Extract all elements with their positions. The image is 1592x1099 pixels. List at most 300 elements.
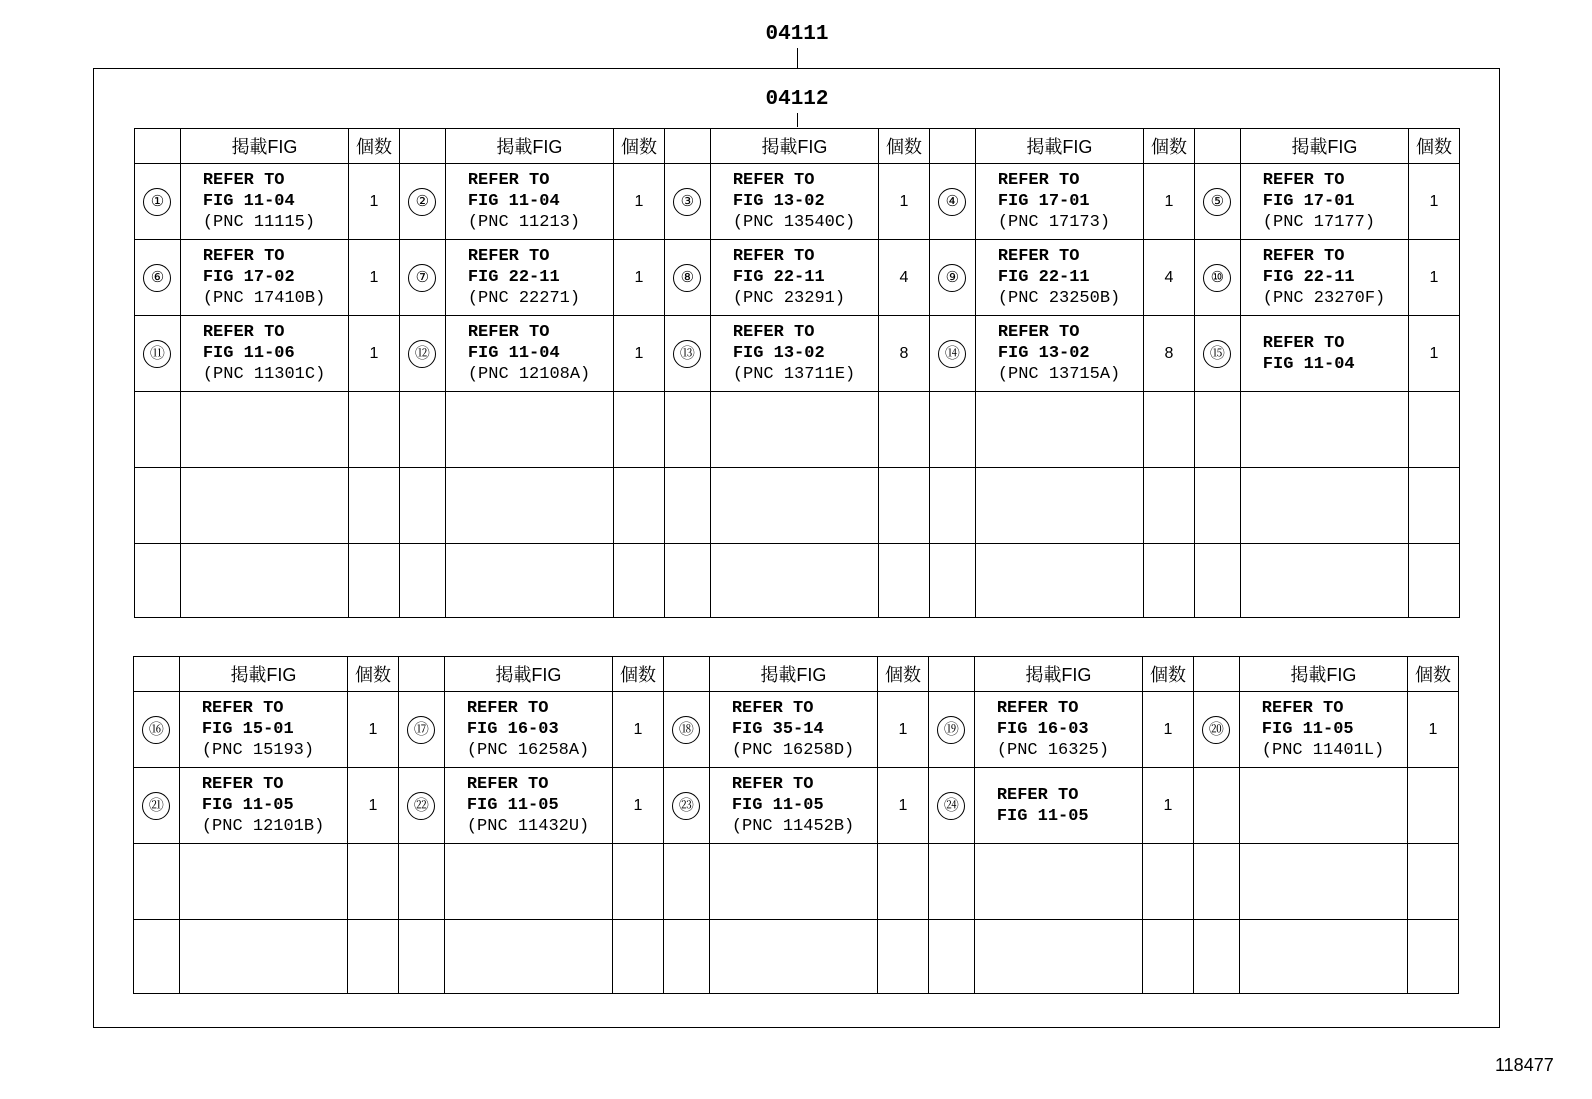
header-blank-cell bbox=[928, 657, 974, 692]
item-number-cell bbox=[134, 692, 180, 768]
item-number-cell bbox=[398, 692, 444, 768]
item-number-badge: ⑰ bbox=[407, 716, 435, 744]
quantity-cell bbox=[1143, 544, 1194, 618]
header-blank-cell bbox=[1194, 129, 1240, 164]
item-number-cell bbox=[135, 468, 181, 544]
reference-text bbox=[976, 322, 1143, 385]
header-qty-cell: 個数 bbox=[1143, 129, 1194, 164]
item-number-cell bbox=[1193, 768, 1239, 844]
table-header-row bbox=[134, 657, 1459, 692]
quantity-cell bbox=[1407, 768, 1458, 844]
reference-text bbox=[1240, 698, 1407, 761]
reference-cell bbox=[709, 920, 877, 994]
parts-table-top bbox=[134, 128, 1460, 618]
fig-line: FIG 11-05 bbox=[731, 796, 824, 815]
item-number-cell bbox=[663, 844, 709, 920]
fig-line: FIG 11-04 bbox=[202, 192, 295, 211]
reference-cell bbox=[975, 544, 1143, 618]
leader-line-outer bbox=[797, 48, 798, 68]
item-number-cell bbox=[1193, 920, 1239, 994]
refer-to-line: REFER TO bbox=[997, 171, 1080, 190]
reference-cell bbox=[179, 692, 347, 768]
item-number-badge: ⑱ bbox=[672, 716, 700, 744]
refer-to-line: REFER TO bbox=[467, 171, 550, 190]
header-blank-cell bbox=[398, 657, 444, 692]
pnc-line: (PNC 17177) bbox=[1262, 213, 1376, 232]
table-row bbox=[135, 468, 1460, 544]
table-header-row bbox=[135, 129, 1460, 164]
refer-to-line: REFER TO bbox=[997, 323, 1080, 342]
pnc-line: (PNC 12108A) bbox=[467, 365, 591, 384]
reference-cell bbox=[975, 468, 1143, 544]
fig-line: FIG 11-04 bbox=[467, 344, 560, 363]
item-number-badge: ⑪ bbox=[143, 340, 171, 368]
reference-cell bbox=[710, 316, 878, 392]
item-number-cell bbox=[929, 468, 975, 544]
item-number-cell bbox=[1194, 240, 1240, 316]
quantity-cell: 1 bbox=[879, 164, 930, 240]
reference-cell bbox=[1239, 692, 1407, 768]
item-number-cell bbox=[399, 544, 445, 618]
reference-text bbox=[1241, 246, 1408, 309]
fig-line: FIG 11-05 bbox=[201, 796, 294, 815]
refer-to-line: REFER TO bbox=[201, 699, 284, 718]
header-qty-cell: 個数 bbox=[878, 657, 929, 692]
fig-line: FIG 17-01 bbox=[1262, 192, 1355, 211]
header-blank-cell bbox=[663, 657, 709, 692]
item-number-cell bbox=[399, 316, 445, 392]
refer-to-line: REFER TO bbox=[732, 323, 815, 342]
table-row bbox=[135, 240, 1460, 316]
item-number-cell bbox=[929, 164, 975, 240]
fig-line: FIG 11-05 bbox=[996, 806, 1089, 826]
item-number-cell bbox=[663, 920, 709, 994]
quantity-cell: 1 bbox=[613, 768, 664, 844]
fig-line: FIG 22-11 bbox=[997, 268, 1090, 287]
reference-text bbox=[181, 246, 348, 309]
fig-line: FIG 11-06 bbox=[202, 344, 295, 363]
item-number-cell bbox=[664, 468, 710, 544]
item-number-cell bbox=[399, 468, 445, 544]
reference-cell bbox=[710, 392, 878, 468]
reference-text bbox=[181, 322, 348, 385]
quantity-cell bbox=[614, 544, 665, 618]
header-fig-cell: 掲載FIG bbox=[1240, 129, 1408, 164]
item-number-cell bbox=[1193, 692, 1239, 768]
quantity-cell bbox=[1408, 544, 1459, 618]
item-number-badge: ㉑ bbox=[142, 792, 170, 820]
item-number-cell bbox=[135, 240, 181, 316]
quantity-cell bbox=[879, 392, 930, 468]
header-qty-cell: 個数 bbox=[613, 657, 664, 692]
reference-cell bbox=[179, 768, 347, 844]
pnc-line: (PNC 11452B) bbox=[731, 817, 855, 836]
fig-line: FIG 17-01 bbox=[997, 192, 1090, 211]
item-number-cell bbox=[928, 920, 974, 994]
quantity-cell: 1 bbox=[614, 164, 665, 240]
item-number-cell bbox=[134, 920, 180, 994]
item-number-cell bbox=[929, 316, 975, 392]
item-number-cell bbox=[929, 544, 975, 618]
reference-cell bbox=[444, 920, 612, 994]
quantity-cell: 1 bbox=[1142, 692, 1193, 768]
reference-cell bbox=[180, 164, 348, 240]
refer-to-line: REFER TO bbox=[1262, 247, 1345, 266]
header-qty-cell: 個数 bbox=[1407, 657, 1458, 692]
quantity-cell: 1 bbox=[613, 692, 664, 768]
quantity-cell: 1 bbox=[878, 692, 929, 768]
fig-line: FIG 11-04 bbox=[1262, 354, 1355, 374]
quantity-cell bbox=[348, 920, 399, 994]
reference-cell bbox=[710, 544, 878, 618]
quantity-cell: 1 bbox=[614, 316, 665, 392]
quantity-cell: 1 bbox=[1143, 164, 1194, 240]
reference-text bbox=[975, 785, 1142, 827]
quantity-cell: 1 bbox=[1408, 316, 1459, 392]
pnc-line: (PNC 11115) bbox=[202, 213, 316, 232]
item-number-cell bbox=[398, 768, 444, 844]
header-fig-cell: 掲載FIG bbox=[445, 129, 613, 164]
pnc-line: (PNC 17410B) bbox=[202, 289, 326, 308]
quantity-cell bbox=[878, 920, 929, 994]
reference-cell bbox=[180, 240, 348, 316]
item-number-cell bbox=[399, 240, 445, 316]
reference-cell bbox=[974, 844, 1142, 920]
header-fig-cell: 掲載FIG bbox=[975, 129, 1143, 164]
quantity-cell bbox=[878, 844, 929, 920]
item-number-cell bbox=[1194, 316, 1240, 392]
pnc-line: (PNC 17173) bbox=[997, 213, 1111, 232]
reference-text bbox=[711, 246, 878, 309]
refer-to-line: REFER TO bbox=[732, 171, 815, 190]
header-qty-cell: 個数 bbox=[348, 657, 399, 692]
quantity-cell: 1 bbox=[349, 164, 400, 240]
quantity-cell bbox=[1407, 920, 1458, 994]
item-number-cell bbox=[929, 240, 975, 316]
fig-line: FIG 11-05 bbox=[466, 796, 559, 815]
refer-to-line: REFER TO bbox=[202, 247, 285, 266]
item-number-cell bbox=[664, 544, 710, 618]
reference-cell bbox=[445, 240, 613, 316]
item-number-cell bbox=[1194, 468, 1240, 544]
reference-cell bbox=[710, 468, 878, 544]
item-number-cell bbox=[664, 164, 710, 240]
refer-to-line: REFER TO bbox=[1262, 333, 1345, 353]
parts-table-bottom bbox=[133, 656, 1459, 994]
reference-cell bbox=[445, 544, 613, 618]
reference-text bbox=[710, 774, 877, 837]
quantity-cell: 8 bbox=[1143, 316, 1194, 392]
header-fig-cell: 掲載FIG bbox=[710, 129, 878, 164]
item-number-badge: ② bbox=[408, 188, 436, 216]
reference-cell bbox=[709, 692, 877, 768]
table-row bbox=[134, 692, 1459, 768]
quantity-cell: 1 bbox=[614, 240, 665, 316]
fig-line: FIG 16-03 bbox=[996, 720, 1089, 739]
reference-cell bbox=[1240, 544, 1408, 618]
table-row bbox=[135, 316, 1460, 392]
reference-cell bbox=[974, 692, 1142, 768]
reference-cell bbox=[709, 844, 877, 920]
refer-to-line: REFER TO bbox=[466, 775, 549, 794]
header-blank-cell bbox=[1193, 657, 1239, 692]
table-row bbox=[135, 164, 1460, 240]
refer-to-line: REFER TO bbox=[467, 323, 550, 342]
header-fig-cell: 掲載FIG bbox=[444, 657, 612, 692]
reference-cell bbox=[444, 844, 612, 920]
reference-cell bbox=[179, 844, 347, 920]
refer-to-line: REFER TO bbox=[202, 171, 285, 190]
item-number-cell bbox=[135, 544, 181, 618]
item-number-cell bbox=[1194, 392, 1240, 468]
header-fig-cell: 掲載FIG bbox=[180, 129, 348, 164]
quantity-cell bbox=[1143, 392, 1194, 468]
reference-cell bbox=[444, 768, 612, 844]
reference-cell bbox=[710, 164, 878, 240]
quantity-cell bbox=[1142, 920, 1193, 994]
refer-to-line: REFER TO bbox=[732, 247, 815, 266]
refer-to-line: REFER TO bbox=[467, 247, 550, 266]
reference-text bbox=[180, 774, 347, 837]
reference-text bbox=[976, 170, 1143, 233]
fig-line: FIG 13-02 bbox=[997, 344, 1090, 363]
item-number-cell bbox=[399, 164, 445, 240]
reference-cell bbox=[710, 240, 878, 316]
pnc-line: (PNC 11401L) bbox=[1261, 741, 1385, 760]
quantity-cell bbox=[614, 392, 665, 468]
item-number-badge: ㉒ bbox=[407, 792, 435, 820]
item-number-badge: ⑦ bbox=[408, 264, 436, 292]
item-number-badge: ⑩ bbox=[1203, 264, 1231, 292]
header-fig-cell: 掲載FIG bbox=[709, 657, 877, 692]
table-row bbox=[135, 392, 1460, 468]
header-fig-cell: 掲載FIG bbox=[179, 657, 347, 692]
header-blank-cell bbox=[134, 657, 180, 692]
document-number: 118477 bbox=[1495, 1055, 1554, 1075]
refer-to-line: REFER TO bbox=[1261, 699, 1344, 718]
item-number-badge: ⑬ bbox=[673, 340, 701, 368]
quantity-cell: 1 bbox=[1408, 164, 1459, 240]
quantity-cell bbox=[613, 844, 664, 920]
quantity-cell: 1 bbox=[878, 768, 929, 844]
reference-text bbox=[711, 170, 878, 233]
fig-line: FIG 13-02 bbox=[732, 192, 825, 211]
fig-line: FIG 16-03 bbox=[466, 720, 559, 739]
reference-cell bbox=[975, 164, 1143, 240]
pnc-line: (PNC 23291) bbox=[732, 289, 846, 308]
item-number-cell bbox=[134, 844, 180, 920]
refer-to-line: REFER TO bbox=[731, 775, 814, 794]
reference-cell bbox=[1239, 844, 1407, 920]
pnc-line: (PNC 23270F) bbox=[1262, 289, 1386, 308]
item-number-cell bbox=[1193, 844, 1239, 920]
reference-cell bbox=[1240, 164, 1408, 240]
pnc-line: (PNC 15193) bbox=[201, 741, 315, 760]
item-number-cell bbox=[928, 692, 974, 768]
quantity-cell: 1 bbox=[1407, 692, 1458, 768]
pnc-line: (PNC 11213) bbox=[467, 213, 581, 232]
item-number-cell bbox=[398, 844, 444, 920]
reference-cell bbox=[974, 920, 1142, 994]
table-row bbox=[134, 844, 1459, 920]
item-number-cell bbox=[928, 844, 974, 920]
refer-to-line: REFER TO bbox=[997, 247, 1080, 266]
pnc-line: (PNC 13711E) bbox=[732, 365, 856, 384]
pnc-line: (PNC 12101B) bbox=[201, 817, 325, 836]
header-fig-cell: 掲載FIG bbox=[1239, 657, 1407, 692]
header-fig-cell: 掲載FIG bbox=[974, 657, 1142, 692]
reference-text bbox=[446, 170, 613, 233]
reference-cell bbox=[445, 468, 613, 544]
quantity-cell bbox=[613, 920, 664, 994]
pnc-line: (PNC 16258D) bbox=[731, 741, 855, 760]
item-number-cell bbox=[928, 768, 974, 844]
quantity-cell bbox=[349, 468, 400, 544]
item-number-cell bbox=[135, 316, 181, 392]
header-blank-cell bbox=[664, 129, 710, 164]
pnc-line: (PNC 16258A) bbox=[466, 741, 590, 760]
reference-cell bbox=[180, 468, 348, 544]
quantity-cell: 4 bbox=[879, 240, 930, 316]
fig-line: FIG 35-14 bbox=[731, 720, 824, 739]
quantity-cell bbox=[614, 468, 665, 544]
fig-line: FIG 13-02 bbox=[732, 344, 825, 363]
reference-cell bbox=[975, 240, 1143, 316]
item-number-cell bbox=[398, 920, 444, 994]
pnc-line: (PNC 11301C) bbox=[202, 365, 326, 384]
reference-cell bbox=[445, 164, 613, 240]
assembly-label-outer: 04111 bbox=[765, 23, 829, 46]
reference-cell bbox=[1240, 392, 1408, 468]
quantity-cell: 1 bbox=[349, 316, 400, 392]
header-qty-cell: 個数 bbox=[1408, 129, 1459, 164]
fig-line: FIG 15-01 bbox=[201, 720, 294, 739]
quantity-cell bbox=[349, 392, 400, 468]
pnc-line: (PNC 13715A) bbox=[997, 365, 1121, 384]
quantity-cell: 4 bbox=[1143, 240, 1194, 316]
reference-cell bbox=[1240, 240, 1408, 316]
reference-cell bbox=[975, 392, 1143, 468]
quantity-cell: 1 bbox=[349, 240, 400, 316]
reference-cell bbox=[180, 392, 348, 468]
fig-line: FIG 11-04 bbox=[467, 192, 560, 211]
fig-line: FIG 17-02 bbox=[202, 268, 295, 287]
item-number-badge: ⑤ bbox=[1203, 188, 1231, 216]
quantity-cell bbox=[1407, 844, 1458, 920]
item-number-badge: ⑥ bbox=[143, 264, 171, 292]
quantity-cell bbox=[349, 544, 400, 618]
header-blank-cell bbox=[399, 129, 445, 164]
item-number-badge: ⑨ bbox=[938, 264, 966, 292]
quantity-cell bbox=[348, 844, 399, 920]
table-row bbox=[134, 920, 1459, 994]
item-number-badge: ③ bbox=[673, 188, 701, 216]
reference-text bbox=[711, 322, 878, 385]
reference-text bbox=[445, 698, 612, 761]
item-number-cell bbox=[135, 392, 181, 468]
refer-to-line: REFER TO bbox=[996, 699, 1079, 718]
item-number-cell bbox=[399, 392, 445, 468]
reference-cell bbox=[179, 920, 347, 994]
reference-cell bbox=[1240, 316, 1408, 392]
quantity-cell bbox=[1408, 392, 1459, 468]
quantity-cell: 1 bbox=[1408, 240, 1459, 316]
item-number-badge: ① bbox=[143, 188, 171, 216]
reference-text bbox=[181, 170, 348, 233]
item-number-cell bbox=[664, 240, 710, 316]
item-number-cell bbox=[663, 768, 709, 844]
item-number-cell bbox=[134, 768, 180, 844]
fig-line: FIG 22-11 bbox=[467, 268, 560, 287]
refer-to-line: REFER TO bbox=[1262, 171, 1345, 190]
item-number-badge: ⑳ bbox=[1202, 716, 1230, 744]
fig-line: FIG 11-05 bbox=[1261, 720, 1354, 739]
quantity-cell bbox=[1408, 468, 1459, 544]
header-qty-cell: 個数 bbox=[614, 129, 665, 164]
item-number-badge: ⑮ bbox=[1203, 340, 1231, 368]
item-number-badge: ④ bbox=[938, 188, 966, 216]
reference-cell bbox=[445, 392, 613, 468]
pnc-line: (PNC 16325) bbox=[996, 741, 1110, 760]
item-number-cell bbox=[664, 392, 710, 468]
fig-line: FIG 22-11 bbox=[732, 268, 825, 287]
reference-text bbox=[445, 774, 612, 837]
reference-cell bbox=[444, 692, 612, 768]
header-blank-cell bbox=[929, 129, 975, 164]
reference-cell bbox=[974, 768, 1142, 844]
item-number-cell bbox=[929, 392, 975, 468]
quantity-cell: 1 bbox=[348, 768, 399, 844]
item-number-badge: ㉓ bbox=[672, 792, 700, 820]
quantity-cell: 1 bbox=[1142, 768, 1193, 844]
reference-cell bbox=[180, 316, 348, 392]
header-blank-cell bbox=[135, 129, 181, 164]
refer-to-line: REFER TO bbox=[466, 699, 549, 718]
quantity-cell bbox=[1143, 468, 1194, 544]
reference-text bbox=[446, 322, 613, 385]
assembly-label-inner: 04112 bbox=[765, 88, 829, 111]
pnc-line: (PNC 23250B) bbox=[997, 289, 1121, 308]
table-row bbox=[134, 768, 1459, 844]
header-qty-cell: 個数 bbox=[1142, 657, 1193, 692]
fig-line: FIG 22-11 bbox=[1262, 268, 1355, 287]
item-number-cell bbox=[135, 164, 181, 240]
item-number-cell bbox=[664, 316, 710, 392]
reference-text bbox=[1241, 333, 1408, 375]
reference-text bbox=[710, 698, 877, 761]
header-qty-cell: 個数 bbox=[879, 129, 930, 164]
quantity-cell bbox=[879, 544, 930, 618]
item-number-badge: ⑫ bbox=[408, 340, 436, 368]
reference-cell bbox=[180, 544, 348, 618]
refer-to-line: REFER TO bbox=[996, 785, 1079, 805]
quantity-cell bbox=[879, 468, 930, 544]
reference-text bbox=[180, 698, 347, 761]
item-number-badge: ㉔ bbox=[937, 792, 965, 820]
reference-cell bbox=[709, 768, 877, 844]
reference-text bbox=[1241, 170, 1408, 233]
quantity-cell: 1 bbox=[348, 692, 399, 768]
pnc-line: (PNC 11432U) bbox=[466, 817, 590, 836]
refer-to-line: REFER TO bbox=[202, 323, 285, 342]
pnc-line: (PNC 13540C) bbox=[732, 213, 856, 232]
item-number-badge: ⑧ bbox=[673, 264, 701, 292]
item-number-cell bbox=[1194, 544, 1240, 618]
quantity-cell bbox=[1142, 844, 1193, 920]
reference-cell bbox=[1240, 468, 1408, 544]
table-row bbox=[135, 544, 1460, 618]
item-number-badge: ⑯ bbox=[142, 716, 170, 744]
